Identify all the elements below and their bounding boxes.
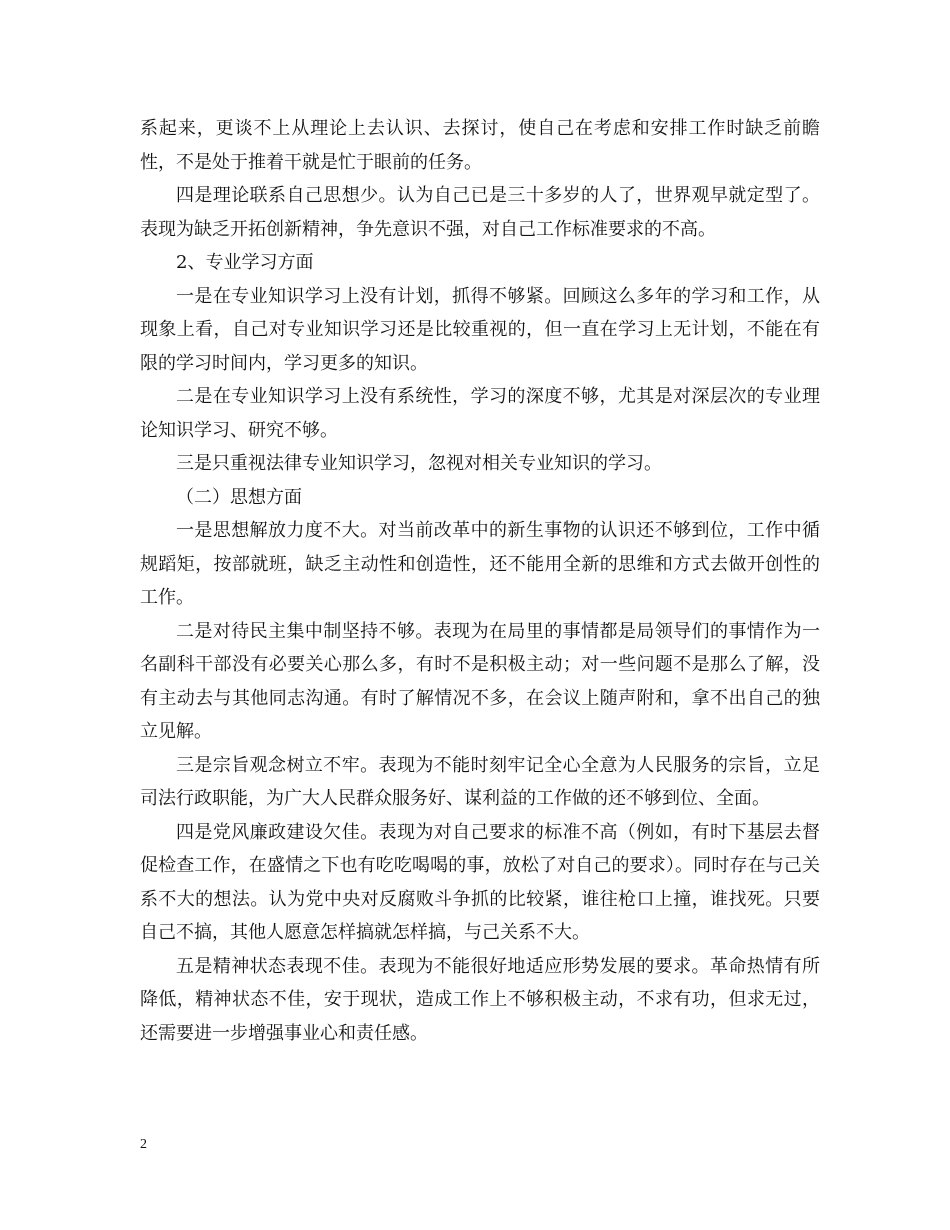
- paragraph-12: 五是精神状态表现不佳。表现为不能很好地适应形势发展的要求。革命热情有所降低，精神状态不佳，安于现状，造成工作上不够积极主动，不求有功，但求无过，还需要进一步增强事业心和责任感。: [140, 955, 820, 1044]
- paragraph-4: 一是在专业知识学习上没有计划，抓得不够紧。回顾这么多年的学习和工作，从现象上看，自己对专业知识学习还是比较重视的，但一直在学习上无计划，不能在有限的学习时间内，学习更多的知识。: [140, 285, 820, 374]
- paragraph-2: 四是理论联系自己思想少。认为自己已是三十多岁的人了，世界观早就定型了。表现为缺乏开拓创新精神，争先意识不强，对自己工作标准要求的不高。: [140, 185, 820, 240]
- paragraph-8: 一是思想解放力度不大。对当前改革中的新生事物的认识还不够到位，工作中循规蹈矩，按部就班，缺乏主动性和创造性，还不能用全新的思维和方式去做开创性的工作。: [140, 520, 820, 608]
- section-heading-thought: （二）思想方面: [176, 486, 302, 508]
- paragraph-10: 三是宗旨观念树立不牢。表现为不能时刻牢记全心全意为人民服务的宗旨，立足司法行政职能，为广大人民群众服务好、谋利益的工作做的还不够到位、全面。: [140, 754, 820, 809]
- paragraph-11: 四是党风廉政建设欠佳。表现为对自己要求的标准不高（例如，有时下基层去督促检查工作，在盛情之下也有吃吃喝喝的事，放松了对自己的要求）。同时存在与己关系不大的想法。认为党中央对反腐败斗争抓的比较紧，谁往枪口上撞，谁找死。只要自己不搞，其他人愿意怎样搞就怎样搞，与己关系不大。: [140, 821, 820, 943]
- section-heading-professional-study: 2、专业学习方面: [176, 252, 314, 273]
- document-body: [140, 112, 820, 1050]
- paragraph-5: 二是在专业知识学习上没有系统性，学习的深度不够，尤其是对深层次的专业理论知识学习、研究不够。: [140, 386, 820, 441]
- paragraph-9: 二是对待民主集中制坚持不够。表现为在局里的事情都是局领导们的事情作为一名副科干部没有必要关心那么多，有时不是积极主动；对一些问题不是那么了解，没有主动去与其他同志沟通。有时了解情况不多，在会议上随声附和，拿不出自己的独立见解。: [140, 620, 820, 742]
- page-number: 2: [140, 1137, 147, 1152]
- paragraph-1: 系起来，更谈不上从理论上去认识、去探讨，使自己在考虑和安排工作时缺乏前瞻性，不是处于推着干就是忙于眼前的任务。: [140, 118, 820, 173]
- paragraph-6: 三是只重视法律专业知识学习，忽视对相关专业知识的学习。: [176, 453, 662, 474]
